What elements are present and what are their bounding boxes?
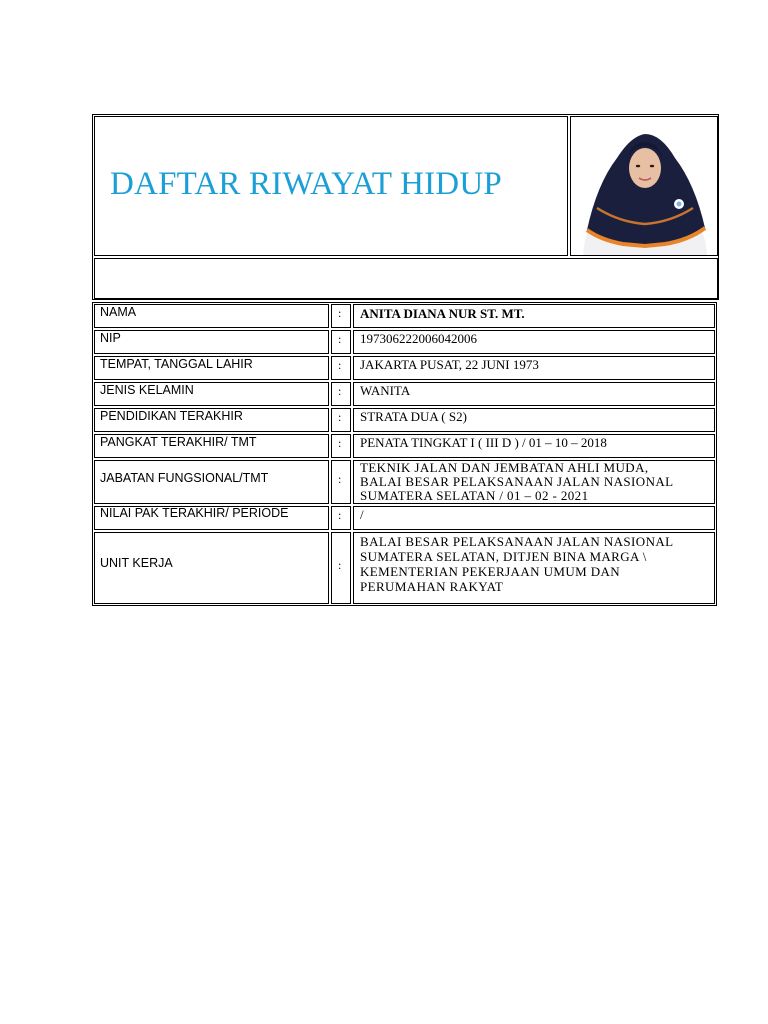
table-row-value: / — [353, 506, 715, 530]
photo-cell — [570, 116, 718, 256]
table-row-value: BALAI BESAR PELAKSANAAN JALAN NASIONAL SUMATERA SELATAN, DITJEN BINA MARGA \ KEMENTERIAN PEKERJAAN UMUM DAN PERUMAHAN RAKYAT — [353, 532, 715, 604]
table-row-label: PENDIDIKAN TERAKHIR — [94, 408, 329, 432]
table-row-value: JAKARTA PUSAT, 22 JUNI 1973 — [353, 356, 715, 380]
table-row-label: JENIS KELAMIN — [94, 382, 329, 406]
table-row-colon: : — [331, 532, 351, 604]
table-row-label: PANGKAT TERAKHIR/ TMT — [94, 434, 329, 458]
table-row-colon: : — [331, 304, 351, 328]
table-row-value: ANITA DIANA NUR ST. MT. — [353, 304, 715, 328]
table-row-label: UNIT KERJA — [94, 532, 329, 604]
table-row-value: 197306222006042006 — [353, 330, 715, 354]
table-row-value: STRATA DUA ( S2) — [353, 408, 715, 432]
table-row-label: NIP — [94, 330, 329, 354]
table-row-colon: : — [331, 356, 351, 380]
table-row-value: WANITA — [353, 382, 715, 406]
table-row-value: TEKNIK JALAN DAN JEMBATAN AHLI MUDA, BALAI BESAR PELAKSANAAN JALAN NASIONAL SUMATERA SELATAN / 01 – 02 - 2021 — [353, 460, 715, 504]
table-row-colon: : — [331, 382, 351, 406]
table-row-colon: : — [331, 330, 351, 354]
table-row-colon: : — [331, 408, 351, 432]
table-row-colon: : — [331, 506, 351, 530]
blank-header-row — [94, 258, 718, 299]
table-row-value: PENATA TINGKAT I ( III D ) / 01 – 10 – 2018 — [353, 434, 715, 458]
page-title: DAFTAR RIWAYAT HIDUP — [110, 166, 502, 202]
table-row-label: NILAI PAK TERAKHIR/ PERIODE — [94, 506, 329, 530]
table-row-label: TEMPAT, TANGGAL LAHIR — [94, 356, 329, 380]
portrait-photo-icon — [579, 118, 711, 256]
table-row-colon: : — [331, 434, 351, 458]
table-row-label: NAMA — [94, 304, 329, 328]
table-row-colon: : — [331, 460, 351, 504]
table-row-label: JABATAN FUNGSIONAL/TMT — [94, 460, 329, 504]
